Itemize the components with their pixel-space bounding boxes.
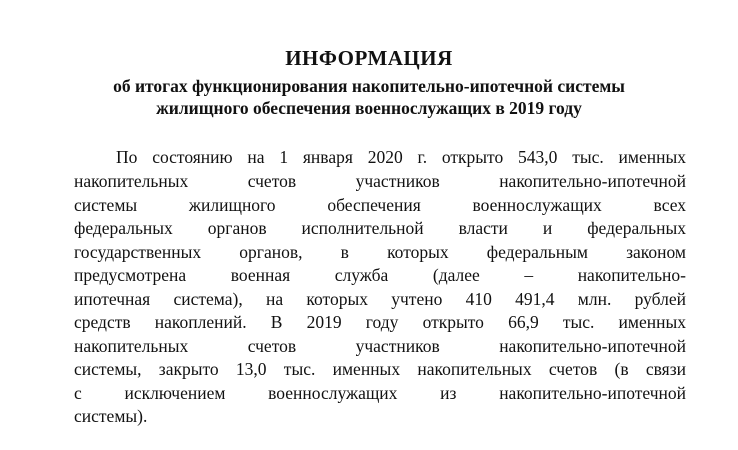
paragraph-line-4: федеральных органов исполнительной власти и федеральных — [74, 218, 686, 238]
paragraph-line-2: накопительных счетов участников накопительно-ипотечной — [74, 171, 686, 191]
paragraph-line-5: государственных органов, в которых федеральным законом — [74, 242, 686, 262]
document-subtitle-line-1: об итогах функционирования накопительно-ипотечной системы — [113, 76, 625, 96]
document-title: ИНФОРМАЦИЯ — [285, 46, 453, 70]
paragraph-line-1: По состоянию на 1 января 2020 г. открыто 543,0 тыс. именных — [116, 147, 686, 167]
paragraph-line-3: системы жилищного обеспечения военнослужащих всех — [74, 195, 686, 215]
paragraph-line-9: накопительных счетов участников накопительно-ипотечной — [74, 336, 686, 356]
document-subtitle-line-2: жилищного обеспечения военнослужащих в 2019 году — [156, 98, 582, 118]
paragraph-line-8: средств накоплений. В 2019 году открыто 66,9 тыс. именных — [74, 312, 686, 332]
paragraph-line-7: ипотечная система), на которых учтено 410 491,4 млн. рублей — [74, 289, 686, 309]
paragraph-line-12: системы). — [74, 406, 148, 426]
paragraph-line-10: системы, закрыто 13,0 тыс. именных накопительных счетов (в связи — [74, 359, 686, 379]
paragraph-line-11: с исключением военнослужащих из накопительно-ипотечной — [74, 383, 686, 403]
paragraph-line-6: предусмотрена военная служба (далее – накопительно- — [74, 265, 686, 285]
